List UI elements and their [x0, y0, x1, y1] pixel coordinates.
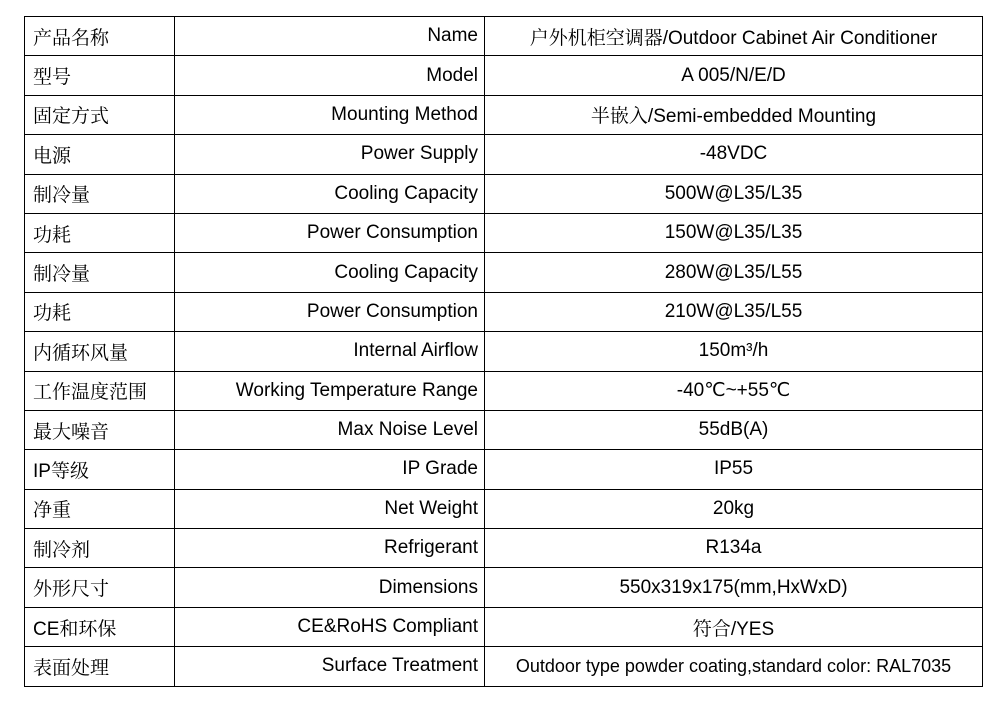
- table-row: [25, 410, 983, 449]
- row-label-en: Cooling Capacity: [175, 174, 485, 213]
- row-value: 280W@L35/L55: [485, 253, 983, 292]
- row-label-en: IP Grade: [175, 450, 485, 489]
- row-value: -48VDC: [485, 135, 983, 174]
- row-label-cn: CE和环保: [25, 607, 175, 646]
- row-label-en: Name: [175, 17, 485, 56]
- row-label-cn: 制冷量: [25, 253, 175, 292]
- row-label-en: Power Consumption: [175, 213, 485, 252]
- row-label-cn: 型号: [25, 56, 175, 95]
- row-value: 半嵌入/Semi-embedded Mounting: [485, 95, 983, 134]
- row-label-en: Internal Airflow: [175, 332, 485, 371]
- row-value: 符合/YES: [485, 607, 983, 646]
- row-value: 500W@L35/L35: [485, 174, 983, 213]
- table-row: [25, 17, 983, 56]
- row-label-en: Power Supply: [175, 135, 485, 174]
- row-label-cn: 功耗: [25, 292, 175, 331]
- table-row: [25, 253, 983, 292]
- table-row: [25, 371, 983, 410]
- row-value: 150W@L35/L35: [485, 213, 983, 252]
- row-value: R134a: [485, 529, 983, 568]
- table-row: [25, 450, 983, 489]
- row-label-en: Power Consumption: [175, 292, 485, 331]
- row-label-en: Cooling Capacity: [175, 253, 485, 292]
- table-row: [25, 56, 983, 95]
- row-value: A 005/N/E/D: [485, 56, 983, 95]
- row-label-cn: 电源: [25, 135, 175, 174]
- table-row: [25, 489, 983, 528]
- row-value: -40℃~+55℃: [485, 371, 983, 410]
- spec-table: [24, 16, 983, 687]
- table-row: [25, 647, 983, 686]
- row-label-cn: 产品名称: [25, 17, 175, 56]
- row-label-cn: 功耗: [25, 213, 175, 252]
- row-label-en: Working Temperature Range: [175, 371, 485, 410]
- row-label-cn: 固定方式: [25, 95, 175, 134]
- table-row: [25, 213, 983, 252]
- row-label-cn: 制冷剂: [25, 529, 175, 568]
- row-label-en: Mounting Method: [175, 95, 485, 134]
- row-value: 户外机柜空调器/Outdoor Cabinet Air Conditioner: [485, 17, 983, 56]
- table-row: [25, 332, 983, 371]
- table-row: [25, 607, 983, 646]
- row-label-cn: 工作温度范围: [25, 371, 175, 410]
- row-value: Outdoor type powder coating,standard color: RAL7035: [485, 647, 983, 686]
- row-value: 20kg: [485, 489, 983, 528]
- row-label-cn: IP等级: [25, 450, 175, 489]
- table-row: [25, 292, 983, 331]
- row-value: 210W@L35/L55: [485, 292, 983, 331]
- row-label-en: Refrigerant: [175, 529, 485, 568]
- row-label-cn: 外形尺寸: [25, 568, 175, 607]
- table-row: [25, 135, 983, 174]
- table-row: [25, 568, 983, 607]
- table-row: [25, 529, 983, 568]
- row-label-en: Dimensions: [175, 568, 485, 607]
- row-value: 150m³/h: [485, 332, 983, 371]
- table-row: [25, 174, 983, 213]
- row-label-cn: 净重: [25, 489, 175, 528]
- row-value: 550x319x175(mm,HxWxD): [485, 568, 983, 607]
- row-label-en: Max Noise Level: [175, 410, 485, 449]
- row-label-cn: 最大噪音: [25, 410, 175, 449]
- row-label-cn: 表面处理: [25, 647, 175, 686]
- row-label-en: CE&RoHS Compliant: [175, 607, 485, 646]
- row-label-cn: 制冷量: [25, 174, 175, 213]
- row-label-en: Net Weight: [175, 489, 485, 528]
- row-value: IP55: [485, 450, 983, 489]
- row-label-en: Model: [175, 56, 485, 95]
- row-label-cn: 内循环风量: [25, 332, 175, 371]
- table-row: [25, 95, 983, 134]
- row-value: 55dB(A): [485, 410, 983, 449]
- row-label-en: Surface Treatment: [175, 647, 485, 686]
